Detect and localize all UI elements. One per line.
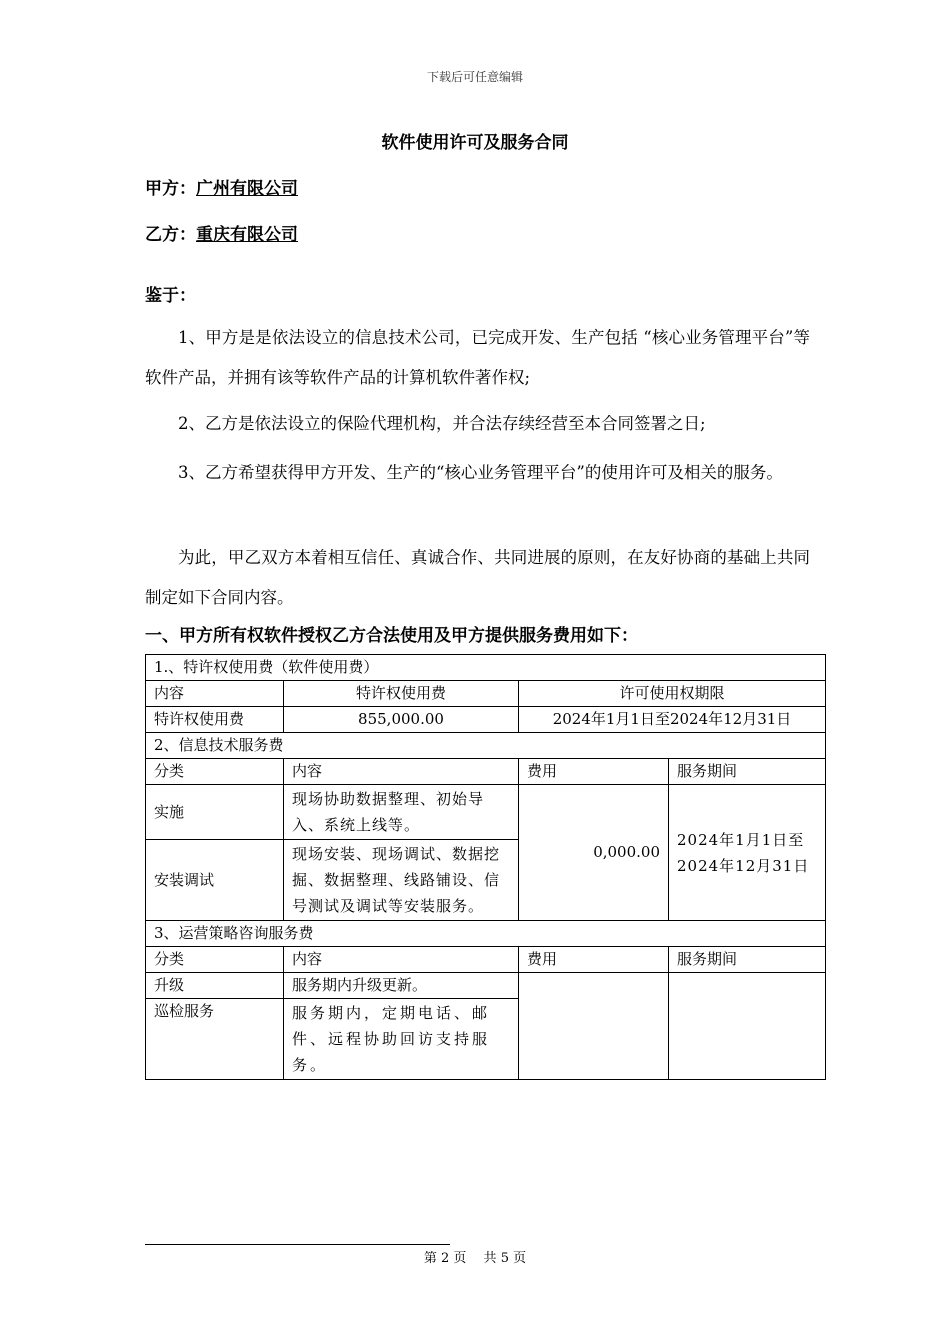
sec3-period — [669, 973, 826, 1080]
footer-divider — [145, 1244, 450, 1245]
clause-1: 1、甲方是是依法设立的信息技术公司，已完成开发、生产包括 “核心业务管理平台”等软件产品，并拥有该等软件产品的计算机软件著作权; — [145, 328, 810, 387]
sec1-header-content: 内容 — [146, 681, 284, 707]
sec2-header-category: 分类 — [146, 759, 284, 785]
sec1-cell-period: 2024年1月1日至2024年12月31日 — [519, 707, 826, 733]
sec2-header-row — [146, 759, 826, 785]
sec3-category-inspection: 巡检服务 — [146, 999, 284, 1080]
fee-table — [145, 654, 826, 1080]
sec1-title-row — [146, 655, 826, 681]
sec3-content-upgrade: 服务期内升级更新。 — [284, 973, 519, 999]
party-b-name: 重庆有限公司 — [196, 225, 298, 245]
sec2-content-implement: 现场协助数据整理、初始导入、系统上线等。 — [284, 785, 519, 840]
section-1-heading: 一、甲方所有权软件授权乙方合法使用及甲方提供服务费用如下： — [145, 626, 638, 646]
sec3-fee — [519, 973, 669, 1080]
sec3-header-fee: 费用 — [519, 947, 669, 973]
sec2-content-install: 现场安装、现场调试、数据挖掘、数据整理、线路铺设、信号测试及调试等安装服务。 — [284, 840, 519, 921]
sec1-title: 1.、特许权使用费（软件使用费） — [146, 655, 826, 681]
sec3-header-row — [146, 947, 826, 973]
sec2-fee: 0,000.00 — [519, 785, 669, 921]
whereas-label: 鉴于： — [145, 286, 196, 306]
sec2-category-implement: 实施 — [146, 785, 284, 840]
sec2-title-row — [146, 733, 826, 759]
sec2-title: 2、信息技术服务费 — [146, 733, 826, 759]
clause-2: 2、乙方是依法设立的保险代理机构，并合法存续经营至本合同签署之日; — [178, 414, 706, 433]
page-footer: 第 2 页 共 5 页 — [423, 1251, 527, 1266]
sec3-header-period: 服务期间 — [669, 947, 826, 973]
table-row — [146, 785, 826, 840]
sec3-title-row — [146, 921, 826, 947]
sec1-header-row — [146, 681, 826, 707]
header-note: 下载后可任意编辑 — [426, 70, 523, 84]
party-b — [145, 220, 298, 245]
sec2-header-period: 服务期间 — [669, 759, 826, 785]
sec3-title: 3、运营策略咨询服务费 — [146, 921, 826, 947]
sec1-header-fee: 特许权使用费 — [284, 681, 519, 707]
sec1-data-row — [146, 707, 826, 733]
sec1-cell-amount: 855,000.00 — [284, 707, 519, 733]
sec2-header-content: 内容 — [284, 759, 519, 785]
sec1-cell-item: 特许权使用费 — [146, 707, 284, 733]
sec3-header-category: 分类 — [146, 947, 284, 973]
clause-purpose: 为此，甲乙双方本着相互信任、真诚合作、共同进展的原则，在友好协商的基础上共同制定如下合同内容。 — [145, 548, 810, 607]
sec1-header-period: 许可使用权期限 — [519, 681, 826, 707]
sec2-header-fee: 费用 — [519, 759, 669, 785]
sec3-category-upgrade: 升级 — [146, 973, 284, 999]
party-b-label: 乙方： — [145, 225, 196, 245]
clause-3: 3、乙方希望获得甲方开发、生产的“核心业务管理平台”的使用许可及相关的服务。 — [178, 463, 783, 482]
sec2-category-install: 安装调试 — [146, 840, 284, 921]
party-a — [145, 174, 298, 199]
sec3-header-content: 内容 — [284, 947, 519, 973]
contract-title: 软件使用许可及服务合同 — [381, 133, 569, 153]
sec3-content-inspection: 服务期内，定期电话、邮件、远程协助回访支持服务。 — [284, 999, 519, 1080]
table-row — [146, 973, 826, 999]
party-a-label: 甲方： — [145, 179, 196, 199]
sec2-period: 2024年1月1日至2024年12月31日 — [669, 785, 826, 921]
party-a-name: 广州有限公司 — [196, 179, 298, 199]
